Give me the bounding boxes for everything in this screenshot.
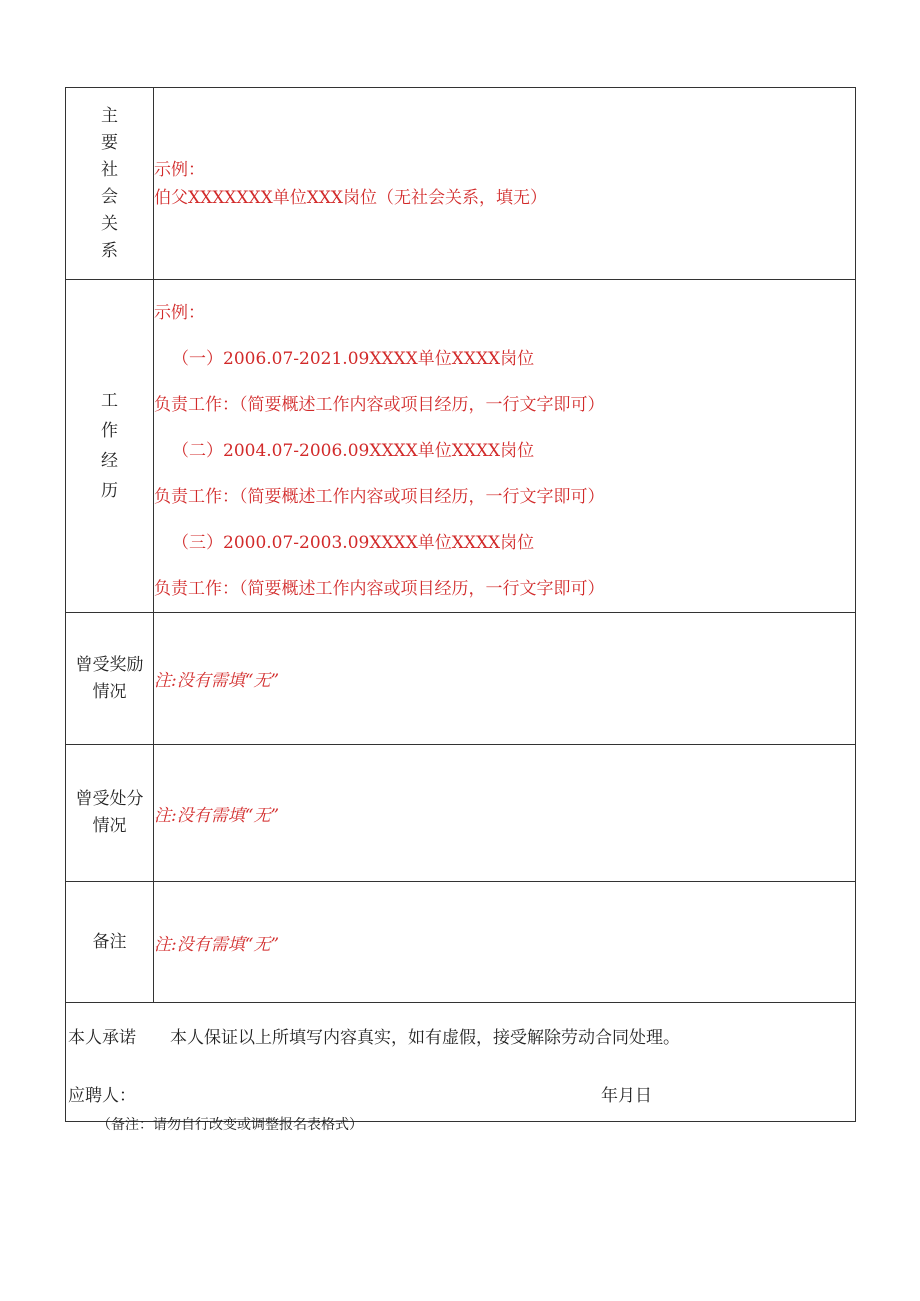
social-relations-content[interactable] [154, 88, 856, 280]
penalties-content[interactable] [154, 745, 856, 882]
awards-row [66, 613, 856, 745]
awards-note: 注:没有需填“无” [154, 671, 280, 691]
awards-content[interactable] [154, 613, 856, 745]
remarks-row [66, 882, 856, 1003]
form-footnote: （备注：请勿自行改变或调整报名表格式） [97, 1117, 363, 1133]
work-entry-1-period: （一）2006.07-2021.09XXXX单位XXXX岗位 [172, 349, 535, 369]
work-history-row [66, 280, 856, 613]
pledge-row [66, 1003, 856, 1122]
pledge-cell [66, 1003, 856, 1122]
work-example-label: 示例： [154, 303, 205, 323]
penalties-note: 注:没有需填“无” [154, 805, 280, 826]
social-relations-label: 主 要 社 会 关 系 [66, 88, 154, 280]
work-entry-2-period: （二）2004.07-2006.09XXXX单位XXXX岗位 [172, 441, 535, 461]
remarks-label: 备注 [66, 882, 154, 1003]
work-history-content[interactable] [154, 280, 856, 613]
applicant-signature-label[interactable]: 应聘人： [68, 1086, 136, 1106]
penalties-row [66, 745, 856, 882]
work-entry-3-duty: 负责工作：（简要概述工作内容或项目经历，一行文字即可） [154, 579, 605, 599]
remarks-content[interactable] [154, 882, 856, 1003]
work-entry-3-period: （三）2000.07-2003.09XXXX单位XXXX岗位 [172, 533, 535, 553]
social-example-text: 伯父XXXXXXX单位XXX岗位（无社会关系，填无） [154, 187, 548, 208]
signature-date-label[interactable]: 年月日 [601, 1086, 652, 1106]
remarks-note: 注:没有需填“无” [154, 934, 280, 955]
pledge-label: 本人承诺 [68, 1028, 136, 1048]
pledge-text: 本人保证以上所填写内容真实，如有虚假，接受解除劳动合同处理。 [170, 1028, 680, 1048]
awards-label: 曾受奖励 情况 [66, 613, 154, 745]
work-entry-2-duty: 负责工作：（简要概述工作内容或项目经历，一行文字即可） [154, 487, 605, 507]
application-form-table [65, 87, 856, 1122]
social-relations-row [66, 88, 856, 280]
social-example-label: 示例： [154, 159, 205, 180]
work-history-label: 工 作 经 历 [66, 280, 154, 613]
work-entry-1-duty: 负责工作：（简要概述工作内容或项目经历，一行文字即可） [154, 395, 605, 415]
penalties-label: 曾受处分 情况 [66, 745, 154, 882]
